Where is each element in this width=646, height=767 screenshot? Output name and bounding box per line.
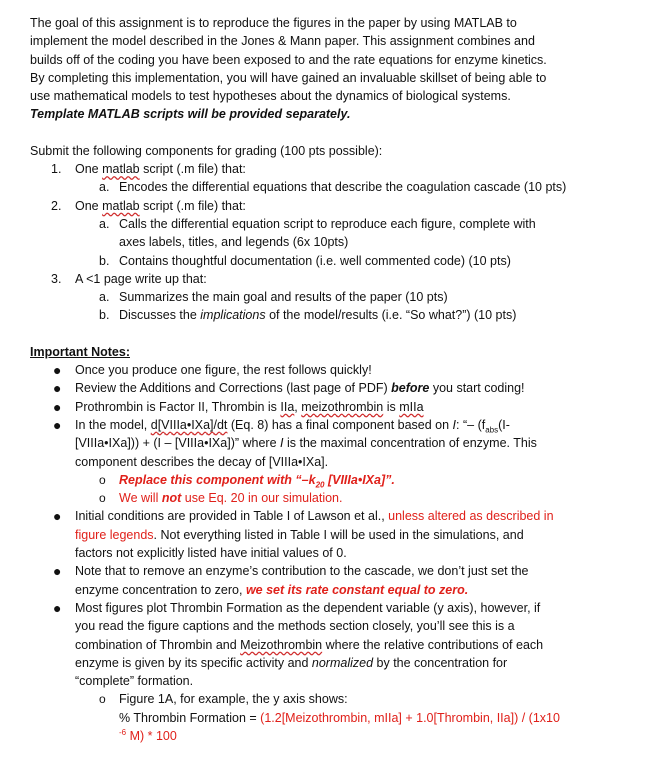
submit-heading: Submit the following components for grading (100 pts possible): (30, 143, 383, 158)
note-text: : “– (f (456, 417, 486, 432)
superscript: -6 (119, 727, 127, 737)
red-text: use Eq. 20 in our simulation. (181, 491, 343, 506)
submit-subitem (99, 215, 615, 252)
note-text: Once you produce one figure, the rest follows quickly! (75, 363, 372, 378)
spellcheck-word: matlab (102, 198, 140, 213)
spellcheck-word: d[VIIIa•IXa]/dt (150, 417, 228, 432)
template-note: Template MATLAB scripts will be provided separately. (30, 107, 351, 122)
circle-bullet-icon: o (99, 472, 106, 487)
bullet-icon: ● (53, 599, 62, 616)
list-letter: a. (99, 180, 110, 195)
note-text: is (383, 399, 400, 414)
red-text: unless altered as described in (388, 509, 554, 524)
note-text: Most figures plot Thrombin Formation as the dependent variable (y axis), however, if (75, 600, 541, 615)
red-text: We will (119, 491, 162, 506)
note-text: Prothrombin is Factor II, Thrombin is (75, 399, 281, 414)
spellcheck-word: meizothrombin (301, 399, 384, 414)
list-letter: a. (99, 290, 110, 305)
subitem-text: Encodes the differential equations that describe the coagulation cascade (10 pts) (119, 180, 567, 195)
note-item (53, 398, 615, 416)
submit-item-2 (51, 197, 615, 270)
intro-line: builds off of the coding you have been exposed to and the rate equations for enzyme kinetics. (30, 52, 547, 67)
note-text: Review the Additions and Corrections (last page of PDF) (75, 381, 392, 396)
subitem-text: Contains thoughtful documentation (i.e. well commented code) (10 pts) (119, 253, 511, 268)
note-text: Note that to remove an enzyme’s contribution to the cascade, we don’t just set the (75, 564, 529, 579)
item-text: script (.m file) that: (139, 162, 246, 177)
item-text: One (75, 198, 103, 213)
note-text: component describes the decay of [VIIIa•IXa]. (75, 454, 329, 469)
list-number: 1. (51, 162, 62, 177)
red-emphasis: [VIIIa•IXa]”. (324, 472, 395, 487)
submit-subitem (99, 252, 615, 270)
note-text: [VIIIa•IXa])) + (I – [VIIIa•IXa])” where (75, 436, 281, 451)
emphasis-text: before (391, 381, 430, 396)
submit-subitem (99, 288, 615, 306)
italic-text: implications (200, 308, 266, 323)
submit-item-1 (51, 160, 615, 197)
bullet-icon: ● (53, 362, 62, 379)
note-text: In the model, (75, 417, 151, 432)
red-formula: M) * 100 (126, 728, 177, 743)
submit-subitem (99, 178, 615, 196)
bullet-icon: ● (53, 563, 62, 580)
note-text: combination of Thrombin and (75, 637, 241, 652)
note-text: , (294, 399, 302, 414)
note-text: Initial conditions are provided in Table I of Lawson et al., (75, 509, 389, 524)
notes-heading: Important Notes: (30, 344, 130, 359)
subitem-text: axes labels, titles, and legends (6x 10pts) (119, 235, 349, 250)
submit-subitem (99, 306, 615, 324)
item-text: script (.m file) that: (139, 198, 246, 213)
red-emphasis: not (161, 491, 182, 506)
note-subitem (99, 471, 615, 490)
bullet-icon: ● (53, 508, 62, 525)
note-text: is the maximal concentration of enzyme. This (283, 436, 537, 451)
note-text: Figure 1A, for example, the y axis shows: (119, 692, 348, 707)
subitem-text: Discusses the (119, 308, 201, 323)
subitem-text: Calls the differential equation script to reproduce each figure, complete with (119, 216, 536, 231)
note-item (53, 416, 615, 507)
note-item (53, 599, 615, 745)
subscript: 20 (315, 480, 325, 490)
red-text: figure legends (75, 527, 154, 542)
red-emphasis: Replace this component with “–k (119, 472, 316, 487)
spellcheck-word: matlab (102, 162, 140, 177)
spellcheck-word: IIa (280, 399, 295, 414)
circle-bullet-icon: o (99, 692, 106, 707)
spellcheck-word: Meizothrombin (240, 637, 323, 652)
bullet-icon: ● (53, 398, 62, 415)
note-text: you read the figure captions and the methods section closely, you’ll see this is a (75, 619, 515, 634)
note-subitem (99, 690, 615, 745)
submit-list (30, 160, 615, 325)
list-letter: b. (99, 308, 110, 323)
intro-line: use mathematical models to test hypotheses about the dynamics of biological systems. (30, 89, 511, 104)
note-item (53, 361, 615, 379)
note-item (53, 562, 615, 599)
submit-item-3 (51, 270, 615, 325)
notes-list (30, 361, 615, 745)
item-text: One (75, 162, 103, 177)
bullet-icon: ● (53, 416, 62, 433)
note-text: enzyme concentration to zero, (75, 582, 246, 597)
note-text: where the relative contributions of each (322, 637, 544, 652)
note-text: by the concentration for (373, 655, 508, 670)
italic-text: I (280, 436, 284, 451)
italic-text: normalized (311, 655, 374, 670)
intro-line: The goal of this assignment is to reproduce the figures in the paper by using MATLAB to (30, 16, 517, 30)
list-letter: b. (99, 253, 110, 268)
note-text: (Eq. 8) has a final component based on (227, 417, 453, 432)
intro-line: By completing this implementation, you will have gained an invaluable skillset of being able to (30, 70, 547, 85)
list-number: 3. (51, 271, 62, 286)
item-text: A <1 page write up that: (75, 271, 207, 286)
note-text: (I- (498, 417, 510, 432)
note-text: . Not everything listed in Table I will be used in the simulations, and (153, 527, 524, 542)
note-item (53, 507, 615, 562)
bullet-icon: ● (53, 380, 62, 397)
document-body (30, 14, 615, 745)
note-text: you start coding! (429, 381, 525, 396)
subitem-text: Summarizes the main goal and results of the paper (10 pts) (119, 290, 448, 305)
note-text: % Thrombin Formation = (119, 710, 261, 725)
red-formula: (1.2[Meizothrombin, mIIa] + 1.0[Thrombin, IIa]) / (1x10 (260, 710, 560, 725)
note-text: enzyme is given by its specific activity and (75, 655, 312, 670)
note-text: “complete” formation. (75, 674, 194, 689)
subscript: abs (485, 425, 499, 435)
list-letter: a. (99, 216, 110, 231)
circle-bullet-icon: o (99, 491, 106, 506)
italic-text: I (452, 417, 457, 432)
note-subitem (99, 489, 615, 507)
spellcheck-word: mIIa (399, 399, 424, 414)
note-item (53, 379, 615, 397)
list-number: 2. (51, 198, 62, 213)
note-text: factors not explicitly listed have initial values of 0. (75, 546, 347, 561)
intro-line: implement the model described in the Jones & Mann paper. This assignment combines and (30, 34, 535, 49)
red-emphasis: we set its rate constant equal to zero. (245, 582, 469, 597)
subitem-text: of the model/results (i.e. “So what?”) (10 pts) (265, 308, 517, 323)
